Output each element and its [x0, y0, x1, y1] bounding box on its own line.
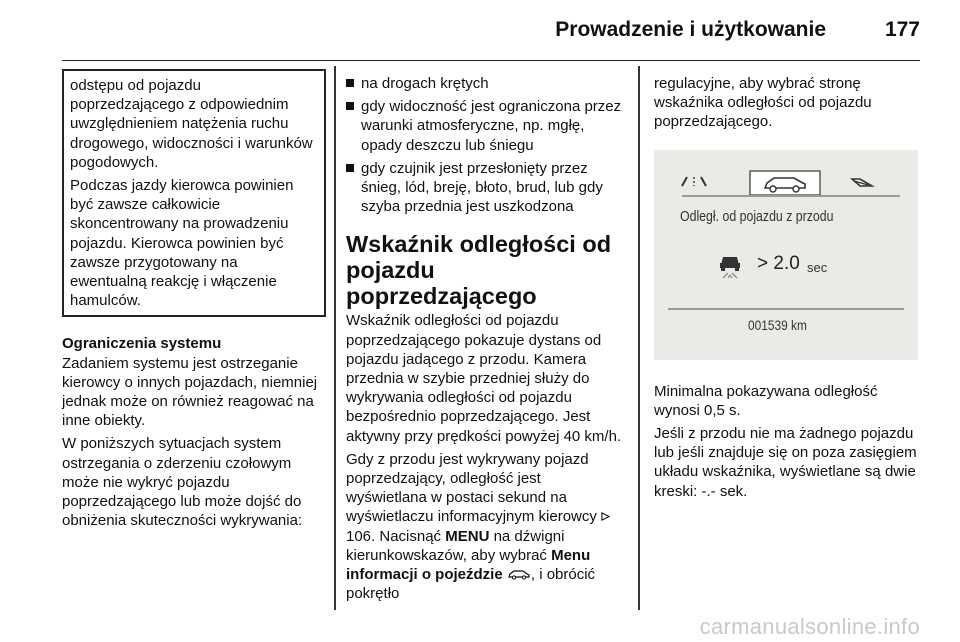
body-paragraph: Jeśli z przodu nie ma żadnego pojazdu lub jeśli znajduje się on poza zasięgiem układu wskaźnika, wyświetlane są dwie kreski: -.- sek.: [654, 425, 917, 500]
list-item: gdy czujnik jest przesłonięty przez śnieg, lód, breję, błoto, brud, lub gdy szyba przednia jest uszkodzona: [346, 159, 622, 217]
display-title: Odległ. od pojazdu z przodu: [680, 208, 834, 225]
distance-value: > 2.0: [757, 252, 800, 274]
body-paragraph: Zadaniem systemu jest ostrzeganie kierowcy o innych pojazdach, niemniej jednak może on również reagować na inne obiekty.: [62, 354, 318, 430]
limitations-list: [346, 74, 622, 216]
note-paragraph: Podczas jazdy kierowca powinien być zawsze całkowicie skoncentrowany na prowadzeniu pojazdu. Kierowca powinien być zawsze przygotowany na ewentualną reakcję i włączenie hamulców.: [70, 177, 294, 310]
service-icon: [852, 179, 872, 186]
display-tab-icons: [654, 150, 918, 210]
list-item: gdy widoczność jest ograniczona przez warunki atmosferyczne, np. mgłę, opady deszczu lub śniegu: [346, 97, 622, 155]
body-paragraph: regulacyjne, aby wybrać stronę wskaźnika odległości od pojazdu poprzedzającego.: [654, 75, 872, 131]
selected-tab: [750, 171, 820, 195]
bullet-icon: [346, 79, 354, 87]
page-header: [62, 0, 920, 61]
column-divider-2: [638, 66, 640, 610]
page-number: 177: [884, 18, 920, 41]
column-divider-1: [334, 66, 336, 610]
bullet-icon: [346, 164, 354, 172]
body-paragraph: Wskaźnik odległości od pojazdu poprzedzającego pokazuje dystans od pojazdu jadącego z przodu. Kamera przednia w szybie przedniej służy do wykrywania odległości od pojazdu bezpośrednio poprzedzającego. Jest aktywny przy prędkości powyżej 40 km/h.: [346, 312, 622, 445]
lane-icon: [682, 177, 706, 186]
page-title: Prowadzenie i użytkowanie: [555, 18, 826, 41]
distance-unit: sec: [807, 259, 828, 275]
list-item: na drogach krętych: [346, 74, 622, 93]
watermark: carmanualsonline.info: [699, 614, 920, 639]
subheading-system-limits: Ograniczenia systemu: [62, 335, 222, 353]
body-paragraph: Minimalna pokazywana odległość wynosi 0,5 s.: [654, 382, 878, 419]
driver-info-display: [654, 150, 918, 360]
page-reference-icon: [601, 512, 610, 521]
column-right: [654, 74, 926, 505]
body-paragraph: Gdy z przodu jest wykrywany pojazd poprzedzający, odległość jest wyświetlana w postaci sekund na wyświetlaczu informacyjnym kierowcy 106. Nacisnąć MENU na dźwigni kierunkowskazów, aby wybrać Menu informacji o pojeździe , i obrócić pokrętło: [346, 450, 622, 604]
warning-note-box: [62, 69, 326, 317]
body-paragraph: W poniższych sytuacjach system ostrzegania o zderzeniu czołowym może nie wykryć pojazdu poprzedzającego lub może dojść do obniżenia skuteczności wykrywania:: [62, 435, 303, 530]
odometer-readout: 001539 km: [748, 316, 807, 333]
display-divider: [668, 308, 904, 310]
vehicle-ahead-icon: [715, 249, 745, 279]
bullet-icon: [346, 102, 354, 110]
note-paragraph: odstępu od pojazdu poprzedzającego z odpowiednim uwzględnieniem natężenia ruchu drogowego, widoczności i warunków pogodowych.: [70, 77, 313, 171]
section-heading: Wskaźnik odległości od pojazdu poprzedzającego: [346, 231, 612, 310]
vehicle-info-icon: [507, 568, 531, 580]
column-left: [62, 74, 324, 534]
column-middle: [346, 74, 622, 607]
